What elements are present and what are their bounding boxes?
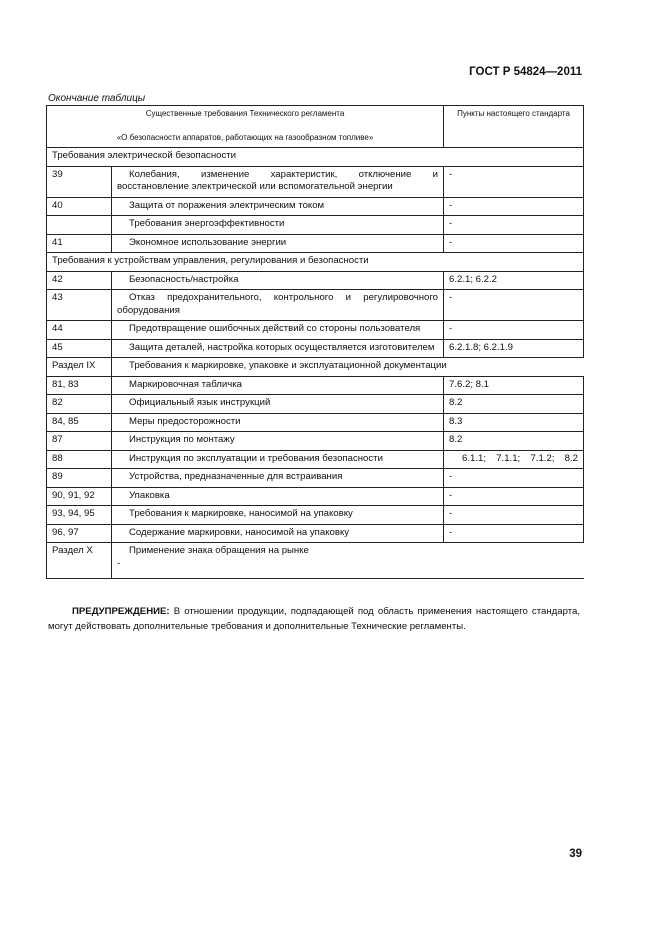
row-requirement-text: Применение знака обращения на рынке xyxy=(129,545,309,556)
row-points: 8.2 xyxy=(444,395,584,414)
table-row xyxy=(47,321,584,340)
row-requirement: Требования к маркировке, наносимой на упаковку xyxy=(112,506,444,525)
row-num: 96, 97 xyxy=(47,524,112,543)
row-points: 8.3 xyxy=(444,413,584,432)
row-points: - xyxy=(444,234,584,253)
row-points: 6.2.1.8; 6.2.1.9 xyxy=(444,339,584,358)
row-requirement: Защита деталей, настройка которых осуществляется изготовителем xyxy=(112,339,444,358)
row-points: - xyxy=(444,487,584,506)
row-num: 41 xyxy=(47,234,112,253)
row-num: 40 xyxy=(47,197,112,216)
row-requirement: Колебания, изменение характеристик, отключение и восстановление электрической или вспомогательной энергии xyxy=(112,166,444,197)
row-points: - xyxy=(444,506,584,525)
row-num: 93, 94, 95 xyxy=(47,506,112,525)
row-points: - xyxy=(444,216,584,235)
table-row xyxy=(47,290,584,321)
column-header-requirements xyxy=(47,106,444,148)
row-num: Раздел IX xyxy=(47,358,112,377)
table-row xyxy=(47,234,584,253)
table-row xyxy=(47,487,584,506)
section-row xyxy=(47,253,584,272)
row-points: - xyxy=(444,524,584,543)
row-points: - xyxy=(444,321,584,340)
row-num: 44 xyxy=(47,321,112,340)
row-num xyxy=(47,216,112,235)
row-requirement: Требования энергоэффективности xyxy=(112,216,444,235)
row-num: 89 xyxy=(47,469,112,488)
page-number: 39 xyxy=(569,848,582,860)
row-points: - xyxy=(444,290,584,321)
column-header-points: Пункты настоящего стандарта xyxy=(444,106,584,148)
table-row xyxy=(47,216,584,235)
table-header-row xyxy=(47,106,584,148)
standard-id: ГОСТ Р 54824—2011 xyxy=(469,66,582,78)
row-points: 8.2 xyxy=(444,432,584,451)
table-row xyxy=(47,197,584,216)
column-header-requirements-line1: Существенные требования Технического регламента xyxy=(145,109,345,118)
row-requirement: Требования к маркировке, упаковке и эксплуатационной документации xyxy=(112,358,584,377)
table-row xyxy=(47,271,584,290)
row-requirement: Предотвращение ошибочных действий со стороны пользователя xyxy=(112,321,444,340)
row-requirement: Безопасность/настройка xyxy=(112,271,444,290)
row-requirement: Упаковка xyxy=(112,487,444,506)
row-requirement: Маркировочная табличка xyxy=(112,376,444,395)
row-requirement: Экономное использование энергии xyxy=(112,234,444,253)
row-num: 81, 83 xyxy=(47,376,112,395)
column-header-requirements-line2: «О безопасности аппаратов, работающих на газообразном топливе» xyxy=(116,133,374,142)
requirements-table xyxy=(46,105,584,579)
table-row xyxy=(47,376,584,395)
row-requirement: Инструкция по эксплуатации и требования безопасности xyxy=(112,450,444,469)
row-num: 45 xyxy=(47,339,112,358)
row-num: 82 xyxy=(47,395,112,414)
row-requirement: Устройства, предназначенные для встраивания xyxy=(112,469,444,488)
row-num: Раздел X xyxy=(47,543,112,579)
row-num: 90, 91, 92 xyxy=(47,487,112,506)
row-points: 6.1.1; 7.1.1; 7.1.2; 8.2 xyxy=(444,450,584,469)
section-electrical: Требования электрической безопасности xyxy=(47,148,584,167)
row-requirement: Инструкция по монтажу xyxy=(112,432,444,451)
row-requirement: Официальный язык инструкций xyxy=(112,395,444,414)
row-requirement: Защита от поражения электрическим током xyxy=(112,197,444,216)
row-num: 84, 85 xyxy=(47,413,112,432)
table-row xyxy=(47,450,584,469)
warning-text: В отношении продукции, подпадающей под область применения настоящего стандарта, могут действовать дополнительные требования и дополнительные Технические регламенты. xyxy=(48,606,580,632)
table-row xyxy=(47,339,584,358)
section-controls: Требования к устройствам управления, регулирования и безопасности xyxy=(47,253,584,272)
table-row xyxy=(47,524,584,543)
table-row xyxy=(47,469,584,488)
table-row xyxy=(47,166,584,197)
table-row xyxy=(47,543,584,579)
row-points: - xyxy=(444,469,584,488)
row-num: 43 xyxy=(47,290,112,321)
row-points: - xyxy=(444,197,584,216)
row-points: 7.6.2; 8.1 xyxy=(444,376,584,395)
row-points: 6.2.1; 6.2.2 xyxy=(444,271,584,290)
row-num: 87 xyxy=(47,432,112,451)
table-row xyxy=(47,413,584,432)
section-row xyxy=(47,148,584,167)
warning-note xyxy=(48,604,580,634)
row-num: 42 xyxy=(47,271,112,290)
row-requirement xyxy=(112,543,584,579)
row-requirement: Меры предосторожности xyxy=(112,413,444,432)
table-row xyxy=(47,506,584,525)
table-caption: Окончание таблицы xyxy=(48,93,146,104)
table-row xyxy=(47,432,584,451)
warning-label: ПРЕДУПРЕЖДЕНИЕ: xyxy=(72,606,170,617)
row-points: - xyxy=(444,166,584,197)
row-points: - xyxy=(117,557,121,569)
row-requirement: Содержание маркировки, наносимой на упаковку xyxy=(112,524,444,543)
table-row xyxy=(47,358,584,377)
table-row xyxy=(47,395,584,414)
row-requirement: Отказ предохранительного, контрольного и регулировочного оборудования xyxy=(112,290,444,321)
row-num: 88 xyxy=(47,450,112,469)
row-num: 39 xyxy=(47,166,112,197)
